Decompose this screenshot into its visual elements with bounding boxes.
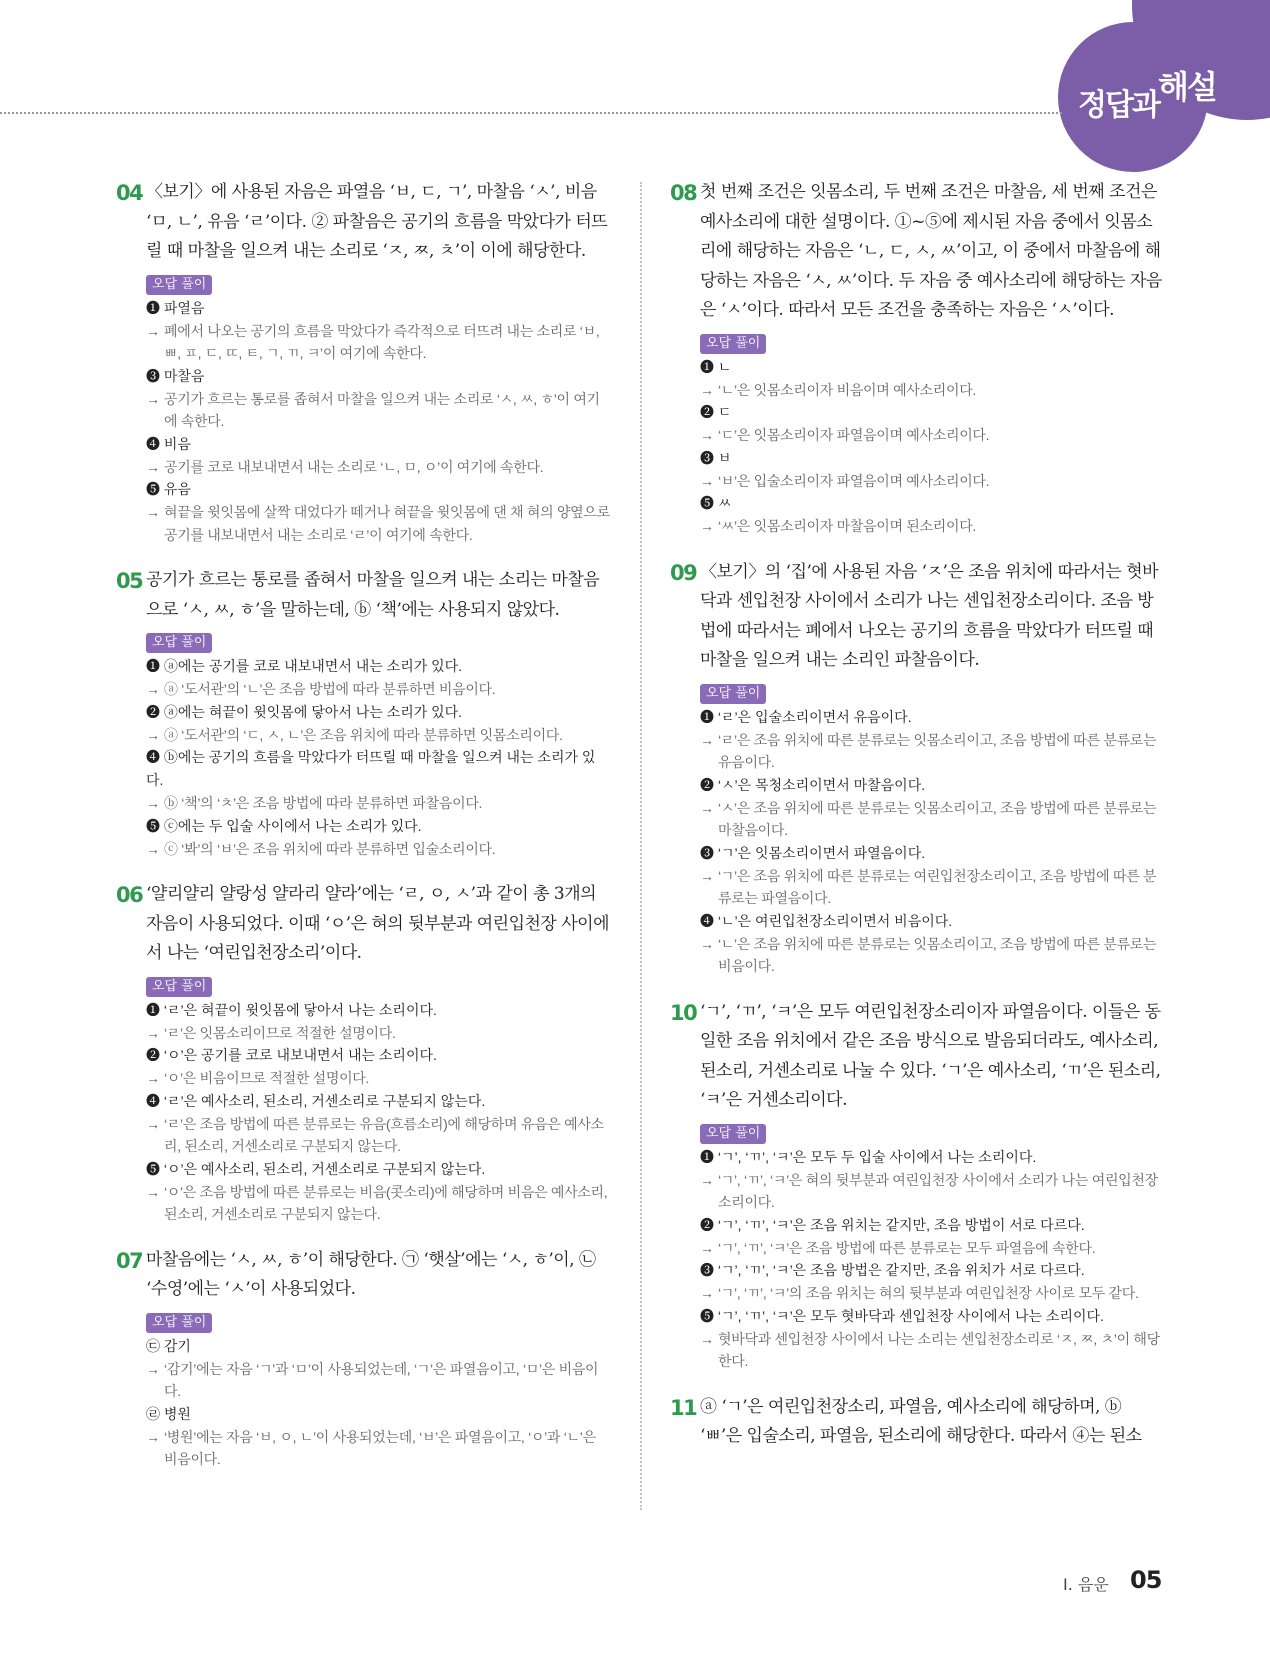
option-label: ❷ ‘ㅇ’은 공기를 코로 내보내면서 내는 소리이다. bbox=[146, 1047, 437, 1063]
option-explanation: → 공기가 흐르는 통로를 좁혀서 마찰을 일으켜 내는 소리로 ‘ㅅ, ㅆ, ㅎ’이 여기에 속한다. bbox=[146, 388, 610, 433]
question-08 bbox=[670, 178, 1164, 538]
option-label: ❶ ⓐ에는 공기를 코로 내보내면서 내는 소리가 있다. bbox=[146, 658, 463, 674]
header-divider bbox=[0, 112, 1062, 114]
page-number: 05 bbox=[1130, 1566, 1162, 1594]
wrong-answer-section bbox=[116, 273, 610, 547]
option-label: ❸ ㅂ bbox=[700, 449, 732, 466]
question-number: 08 bbox=[670, 181, 697, 205]
arrow-icon: → bbox=[146, 322, 160, 339]
option-label: ❶ ‘ㄹ’은 혀끝이 윗잇몸에 닿아서 나는 소리이다. bbox=[146, 1001, 437, 1018]
question-07 bbox=[116, 1246, 610, 1471]
question-06 bbox=[116, 880, 610, 1226]
arrow-icon: → bbox=[146, 795, 160, 811]
arrow-icon: → bbox=[146, 1115, 160, 1132]
option-explanation: → ‘ㄱ’, ‘ㄲ’, ‘ㅋ’은 조음 방법에 따른 분류로는 모두 파열음에 속한다. bbox=[700, 1237, 1164, 1260]
question-explanation: 〈보기〉의 ‘집’에 사용된 자음 ‘ㅈ’은 조음 위치에 따라서는 혓바닥과 센입천장 사이에서 소리가 나는 센입천장소리이다. 조음 방법에 따라서는 폐에서 나오는 공기의 흐름을 막았다가 터뜨릴 때 마찰을 일으켜 내는 소리인 파찰음이다. bbox=[700, 561, 1159, 670]
question-explanation: ‘ㄱ’, ‘ㄲ’, ‘ㅋ’은 모두 여린입천장소리이자 파열음이다. 이들은 동일한 조음 위치에서 같은 조음 방식으로 발음되더라도, 예사소리, 된소리, 거센소리로 나눌 수 있다. ‘ㄱ’은 예사소리, ‘ㄲ’은 된소리, ‘ㅋ’은 거센소리이다. bbox=[700, 1001, 1161, 1110]
arrow-icon: → bbox=[700, 731, 714, 748]
option-label: ❶ ㄴ bbox=[700, 358, 732, 375]
option-explanation: → ‘ㄷ’은 잇몸소리이자 파열음이며 예사소리이다. bbox=[700, 424, 1164, 447]
question-05 bbox=[116, 566, 610, 860]
question-explanation: ⓐ ‘ㄱ’은 여린입천장소리, 파열음, 예사소리에 해당하며, ⓑ ‘ㅃ’은 입술소리, 파열음, 된소리에 해당한다. 따라서 ④는 된소 bbox=[700, 1396, 1142, 1446]
option-explanation: → ‘ㄱ’은 조음 위치에 따른 분류로는 여린입천장소리이고, 조음 방법에 따른 분류로는 파열음이다. bbox=[700, 865, 1164, 910]
question-number: 11 bbox=[670, 1395, 697, 1420]
option-explanation: → 공기를 코로 내보내면서 내는 소리로 ‘ㄴ, ㅁ, ㅇ’이 여기에 속한다. bbox=[146, 456, 610, 479]
wrong-answer-section bbox=[670, 682, 1164, 978]
arrow-icon: → bbox=[146, 681, 160, 697]
option-explanation: → ⓐ ‘도서관’의 ‘ㄷ, ㅅ, ㄴ’은 조음 위치에 따라 분류하면 잇몸소리이다. bbox=[146, 724, 610, 747]
option-explanation: → ‘ㄹ’은 조음 방법에 따른 분류로는 유음(흐름소리)에 해당하며 유음은 예사소리, 된소리, 거센소리로 구분되지 않는다. bbox=[146, 1113, 610, 1158]
arrow-icon: → bbox=[700, 1239, 714, 1256]
question-number: 10 bbox=[670, 1000, 697, 1025]
arrow-icon: → bbox=[700, 867, 714, 884]
question-explanation: 공기가 흐르는 통로를 좁혀서 마찰을 일으켜 내는 소리는 마찰음으로 ‘ㅅ, ㅆ, ㅎ’을 말하는데, ⓑ ‘책’에는 사용되지 않았다. bbox=[146, 570, 600, 620]
arrow-icon: → bbox=[700, 472, 714, 489]
option-label: ❸ 마찰음 bbox=[146, 367, 205, 384]
header-badge-title: 정답과 bbox=[1078, 88, 1159, 123]
option-label: ㉣ 병원 bbox=[146, 1405, 191, 1422]
wrong-answer-tag: 오답 풀이 bbox=[700, 1124, 766, 1144]
question-explanation: 첫 번째 조건은 잇몸소리, 두 번째 조건은 마찰음, 세 번째 조건은 예사소리에 대한 설명이다. ①~⑤에 제시된 자음 중에서 잇몸소리에 해당하는 자음은 ‘ㄴ, ㄷ, ㅅ, ㅆ’이고, 이 중에서 마찰음에 해당하는 자음은 ‘ㅅ, ㅆ’이다. 두 자음 중 예사소리에 해당하는 자음은 ‘ㅅ’이다. 따라서 모든 조건을 충족하는 자음은 ‘ㅅ’이다. bbox=[700, 182, 1162, 320]
option-label: ㉢ 감기 bbox=[146, 1337, 191, 1354]
option-explanation: → ⓐ ‘도서관’의 ‘ㄴ’은 조음 방법에 따라 분류하면 비음이다. bbox=[146, 678, 610, 701]
arrow-icon: → bbox=[146, 1024, 160, 1041]
option-explanation: → ⓒ ‘봐’의 ‘ㅂ’은 조음 위치에 따라 분류하면 입술소리이다. bbox=[146, 838, 610, 861]
option-explanation: → ‘ㅇ’은 비음이므로 적절한 설명이다. bbox=[146, 1067, 610, 1090]
wrong-answer-tag: 오답 풀이 bbox=[146, 977, 212, 997]
option-label: ❸ ‘ㄱ’, ‘ㄲ’, ‘ㅋ’은 조음 방법은 같지만, 조음 위치가 서로 다르다. bbox=[700, 1262, 1085, 1278]
option-label: ❺ ⓒ에는 두 입술 사이에서 나는 소리가 있다. bbox=[146, 817, 422, 834]
question-explanation: 〈보기〉에 사용된 자음은 파열음 ‘ㅂ, ㄷ, ㄱ’, 마찰음 ‘ㅅ’, 비음 ‘ㅁ, ㄴ’, 유음 ‘ㄹ’이다. ② 파찰음은 공기의 흐름을 막았다가 터뜨릴 때 마찰을 일으켜 내는 소리로 ‘ㅈ, ㅉ, ㅊ’이 이에 해당한다. bbox=[146, 182, 608, 261]
option-explanation: → ‘ㄴ’은 잇몸소리이자 비음이며 예사소리이다. bbox=[700, 379, 1164, 402]
right-column bbox=[670, 178, 1164, 1472]
wrong-answer-section bbox=[116, 1311, 610, 1471]
option-label: ❺ 유음 bbox=[146, 481, 191, 497]
arrow-icon: → bbox=[146, 390, 160, 407]
wrong-answer-tag: 오답 풀이 bbox=[146, 633, 212, 653]
option-explanation: → ‘ㅆ’은 잇몸소리이자 마찰음이며 된소리이다. bbox=[700, 515, 1164, 538]
question-09 bbox=[670, 558, 1164, 978]
option-label: ❸ ‘ㄱ’은 잇몸소리이면서 파열음이다. bbox=[700, 844, 926, 861]
question-number: 04 bbox=[116, 181, 143, 205]
wrong-answer-tag: 오답 풀이 bbox=[700, 334, 766, 354]
arrow-icon: → bbox=[700, 518, 714, 534]
question-number: 09 bbox=[670, 560, 697, 585]
option-explanation: → ‘병원’에는 자음 ‘ㅂ, ㅇ, ㄴ’이 사용되었는데, ‘ㅂ’은 파열음이고, ‘ㅇ’과 ‘ㄴ’은 비음이다. bbox=[146, 1426, 610, 1471]
question-number: 07 bbox=[116, 1248, 143, 1273]
option-label: ❷ ㄷ bbox=[700, 404, 732, 420]
arrow-icon: → bbox=[146, 1070, 160, 1086]
question-explanation: 마찰음에는 ‘ㅅ, ㅆ, ㅎ’이 해당한다. ㉠ ‘햇살’에는 ‘ㅅ, ㅎ’이, ㉡ ‘수영’에는 ‘ㅅ’이 사용되었다. bbox=[146, 1249, 596, 1299]
option-explanation: → ‘ㄹ’은 잇몸소리이므로 적절한 설명이다. bbox=[146, 1022, 610, 1045]
option-explanation: → ‘ㅂ’은 입술소리이자 파열음이며 예사소리이다. bbox=[700, 470, 1164, 493]
option-explanation: → ‘ㅅ’은 조음 위치에 따른 분류로는 잇몸소리이고, 조음 방법에 따른 분류로는 마찰음이다. bbox=[700, 797, 1164, 842]
option-label: ❷ ‘ㄱ’, ‘ㄲ’, ‘ㅋ’은 조음 위치는 같지만, 조음 방법이 서로 다르다. bbox=[700, 1216, 1085, 1233]
left-column bbox=[116, 178, 610, 1491]
arrow-icon: → bbox=[700, 427, 714, 443]
column-divider bbox=[640, 182, 642, 1510]
option-label: ❷ ⓐ에는 혀끝이 윗잇몸에 닿아서 나는 소리가 있다. bbox=[146, 703, 463, 720]
option-explanation: → ‘ㅇ’은 조음 방법에 따른 분류로는 비음(콧소리)에 해당하며 비음은 예사소리, 된소리, 거센소리로 구분되지 않는다. bbox=[146, 1181, 610, 1226]
question-10 bbox=[670, 998, 1164, 1373]
option-label: ❶ ‘ㄹ’은 입술소리이면서 유음이다. bbox=[700, 708, 912, 725]
option-explanation: → 혓바닥과 센입천장 사이에서 나는 소리는 센입천장소리로 ‘ㅈ, ㅉ, ㅊ’이 해당한다. bbox=[700, 1328, 1164, 1373]
arrow-icon: → bbox=[700, 799, 714, 816]
question-04 bbox=[116, 178, 610, 546]
arrow-icon: → bbox=[146, 840, 160, 857]
option-label: ❶ ‘ㄱ’, ‘ㄲ’, ‘ㅋ’은 모두 두 입술 사이에서 나는 소리이다. bbox=[700, 1148, 1037, 1165]
option-explanation: → ⓑ ‘책’의 ‘ㅊ’은 조음 방법에 따라 분류하면 파찰음이다. bbox=[146, 792, 610, 815]
wrong-answer-section bbox=[116, 631, 610, 860]
arrow-icon: → bbox=[146, 726, 160, 743]
option-label: ❹ ‘ㄹ’은 예사소리, 된소리, 거센소리로 구분되지 않는다. bbox=[146, 1092, 486, 1109]
arrow-icon: → bbox=[146, 1360, 160, 1377]
arrow-icon: → bbox=[146, 458, 160, 475]
arrow-icon: → bbox=[700, 1330, 714, 1347]
option-label: ❶ 파열음 bbox=[146, 299, 205, 316]
option-explanation: → ‘ㄴ’은 조음 위치에 따른 분류로는 잇몸소리이고, 조음 방법에 따른 분류로는 비음이다. bbox=[700, 933, 1164, 978]
question-number: 06 bbox=[116, 883, 143, 907]
option-label: ❺ ‘ㅇ’은 예사소리, 된소리, 거센소리로 구분되지 않는다. bbox=[146, 1160, 486, 1177]
option-explanation: → ‘ㄱ’, ‘ㄲ’, ‘ㅋ’의 조음 위치는 혀의 뒷부분과 여린입천장 사이로 모두 같다. bbox=[700, 1282, 1164, 1305]
arrow-icon: → bbox=[146, 1428, 160, 1445]
wrong-answer-section bbox=[116, 975, 610, 1226]
option-explanation: → ‘감기’에는 자음 ‘ㄱ’과 ‘ㅁ’이 사용되었는데, ‘ㄱ’은 파열음이고, ‘ㅁ’은 비음이다. bbox=[146, 1358, 610, 1403]
option-label: ❹ ‘ㄴ’은 여린입천장소리이면서 비음이다. bbox=[700, 912, 953, 929]
wrong-answer-tag: 오답 풀이 bbox=[146, 275, 212, 295]
question-number: 05 bbox=[116, 569, 143, 593]
question-explanation: ‘얄리얄리 얄랑성 얄라리 얄라’에는 ‘ㄹ, ㅇ, ㅅ’과 같이 총 3개의 자음이 사용되었다. 이때 ‘ㅇ’은 혀의 뒷부분과 여린입천장 사이에서 나는 ‘여린입천장소리’이다. bbox=[146, 884, 610, 963]
arrow-icon: → bbox=[700, 935, 714, 952]
option-label: ❷ ‘ㅅ’은 목청소리이면서 마찰음이다. bbox=[700, 776, 926, 793]
option-explanation: → ‘ㄹ’은 조음 위치에 따른 분류로는 잇몸소리이고, 조음 방법에 따른 분류로는 유음이다. bbox=[700, 729, 1164, 774]
arrow-icon: → bbox=[146, 504, 160, 520]
arrow-icon: → bbox=[146, 1183, 160, 1200]
arrow-icon: → bbox=[700, 381, 714, 398]
wrong-answer-section bbox=[670, 332, 1164, 538]
header-badge-subtitle: 해설 bbox=[1158, 68, 1216, 106]
chapter-label: Ⅰ. 음운 bbox=[1063, 1575, 1109, 1594]
option-explanation: → 혀끝을 윗잇몸에 살짝 대었다가 떼거나 혀끝을 윗잇몸에 댄 채 혀의 양옆으로 공기를 내보내면서 내는 소리로 ‘ㄹ’이 여기에 속한다. bbox=[146, 501, 610, 546]
arrow-icon: → bbox=[700, 1285, 714, 1301]
arrow-icon: → bbox=[700, 1171, 714, 1188]
wrong-answer-tag: 오답 풀이 bbox=[146, 1313, 212, 1333]
option-label: ❹ 비음 bbox=[146, 435, 191, 452]
question-11 bbox=[670, 1393, 1164, 1452]
option-label: ❺ ‘ㄱ’, ‘ㄲ’, ‘ㅋ’은 모두 혓바닥과 센입천장 사이에서 나는 소리이다. bbox=[700, 1307, 1104, 1324]
option-label: ❺ ㅆ bbox=[700, 495, 732, 511]
option-explanation: → ‘ㄱ’, ‘ㄲ’, ‘ㅋ’은 혀의 뒷부분과 여린입천장 사이에서 소리가 나는 여린입천장소리이다. bbox=[700, 1169, 1164, 1214]
option-label: ❹ ⓑ에는 공기의 흐름을 막았다가 터뜨릴 때 마찰을 일으켜 내는 소리가 있다. bbox=[146, 749, 596, 788]
wrong-answer-tag: 오답 풀이 bbox=[700, 684, 766, 704]
wrong-answer-section bbox=[670, 1122, 1164, 1373]
option-explanation: → 폐에서 나오는 공기의 흐름을 막았다가 즉각적으로 터뜨려 내는 소리로 ‘ㅂ, ㅃ, ㅍ, ㄷ, ㄸ, ㅌ, ㄱ, ㄲ, ㅋ’이 여기에 속한다. bbox=[146, 320, 610, 365]
